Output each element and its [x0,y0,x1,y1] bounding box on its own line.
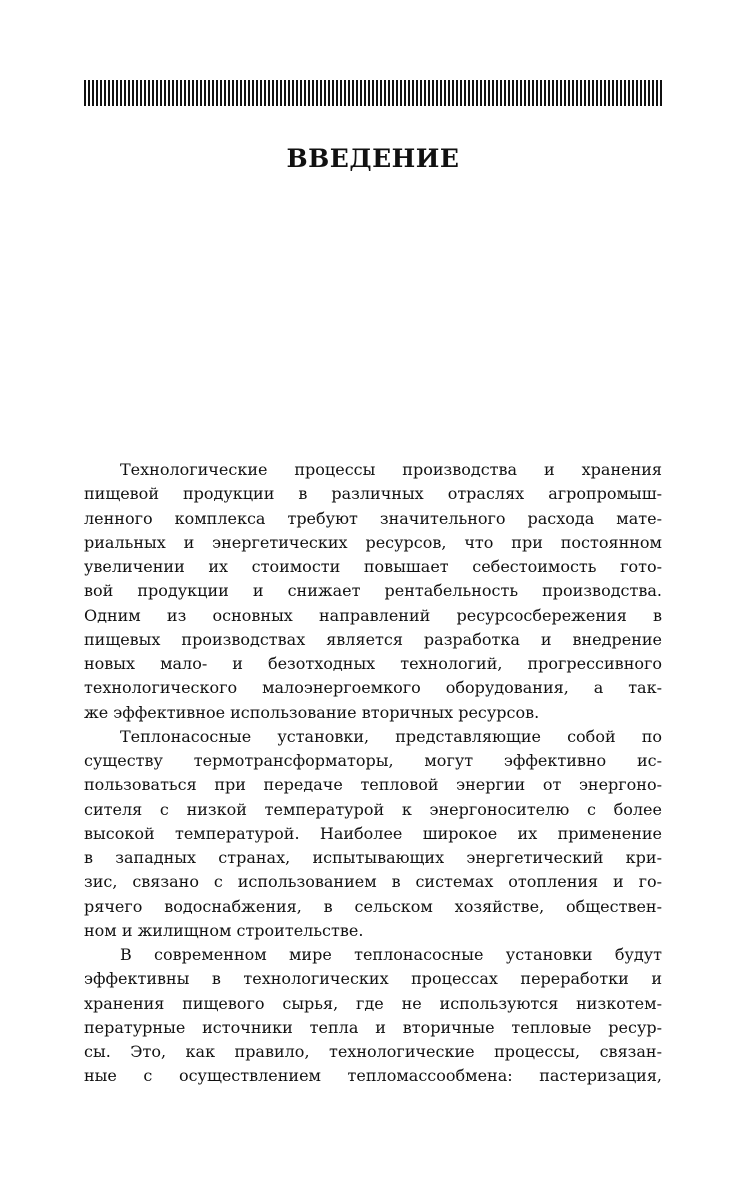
text-line: сителя с низкой температурой к энергоносителю с более [84,799,662,819]
text-line: существу термотрансформаторы, могут эффективно ис- [84,751,662,770]
text-line: эффективны в технологических процессах переработки и [84,969,662,989]
text-line: хранения пищевого сырья, где не используются низкотем- [84,993,662,1013]
text-line: рячего водоснабжения, в сельском хозяйстве, обществен- [84,896,662,916]
text-line: Технологические процессы производства и хранения [120,460,662,479]
text-line: сы. Это, как правило, технологические процессы, связан- [84,1042,662,1061]
chapter-title: ВВЕДЕНИЕ [286,144,460,173]
text-line: зис, связано с использованием в системах отопления и го- [84,872,662,892]
text-line: высокой температурой. Наиболее широкое их применение [84,823,662,843]
text-line: пературные источники тепла и вторичные тепловые ресур- [84,1017,662,1037]
body-text [84,458,662,1089]
paragraph-3 [84,943,662,1089]
text-line: риальных и энергетических ресурсов, что при постоянном [84,532,662,552]
text-line: ные с осуществлением тепломассообмена: пастеризация, [84,1066,662,1086]
paragraph-1 [84,458,662,725]
text-line: ленного комплекса требуют значительного расхода мате- [84,508,662,528]
text-line: Теплонасосные установки, представляющие собой по [120,726,662,746]
text-line: технологического малоэнергоемкого оборудования, а так- [84,678,662,698]
text-line: пищевой продукции в различных отраслях агропромыш- [84,484,662,504]
text-line: В современном мире теплонасосные установки будут [120,945,662,964]
text-line: Одним из основных направлений ресурсосбережения в [84,605,662,625]
book-page [84,0,662,1182]
text-line: пищевых производствах является разработка и внедрение [84,629,662,649]
text-line: пользоваться при передаче тепловой энергии от энергоно- [84,775,662,795]
text-line: ном и жилищном строительстве. [84,920,364,940]
text-line: вой продукции и снижает рентабельность производства. [84,581,662,601]
text-line: в западных странах, испытывающих энергетический кри- [84,848,662,867]
paragraph-2 [84,725,662,943]
text-line: же эффективное использование вторичных ресурсов. [84,702,540,722]
text-line: новых мало- и безотходных технологий, прогрессивного [84,654,662,673]
text-line: увеличении их стоимости повышает себестоимость гото- [84,557,662,576]
chapter-header-rule [84,80,662,106]
